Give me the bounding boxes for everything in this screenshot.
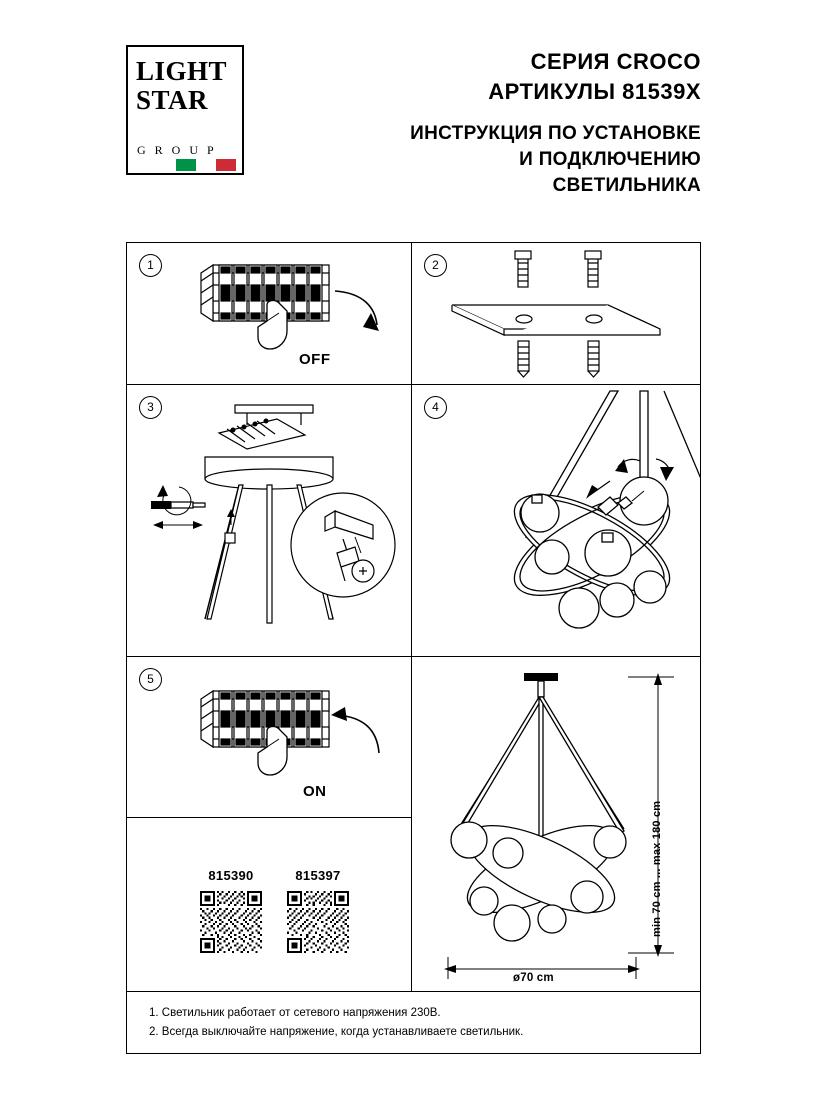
header-titles xyxy=(396,47,701,199)
step-2-illustration xyxy=(412,243,700,385)
step-5-illustration xyxy=(127,657,412,818)
qr-code-image[interactable] xyxy=(287,891,349,953)
qr-item[interactable] xyxy=(287,868,349,953)
step-4-number: 4 xyxy=(424,396,447,419)
step-3-illustration xyxy=(127,385,412,657)
step-1-illustration xyxy=(127,243,412,385)
logo-line-1: LIGHT xyxy=(136,56,228,86)
step-4-illustration xyxy=(412,385,700,657)
note-line-2: 2. Всегда выключайте напряжение, когда устанавливаете светильник. xyxy=(149,1026,524,1038)
logo-line-2: STAR xyxy=(136,85,209,115)
step-1-number: 1 xyxy=(139,254,162,277)
document-header xyxy=(126,45,701,196)
series-title: СЕРИЯ CROCO xyxy=(530,49,701,74)
vertical-dimension-label: min 70 cm ... max 180 cm xyxy=(651,800,663,937)
step-3-number: 3 xyxy=(139,396,162,419)
dimensions-cell xyxy=(412,657,700,992)
step-2-number: 2 xyxy=(424,254,447,277)
italian-flag-icon xyxy=(176,159,236,171)
brand-logo xyxy=(126,45,244,175)
step-4-cell xyxy=(412,385,700,657)
notes-cell xyxy=(127,992,700,1052)
instruction-title-line-2: И ПОДКЛЮЧЕНИЮ СВЕТИЛЬНИКА xyxy=(519,149,701,196)
qr-codes-cell xyxy=(127,818,412,992)
qr-code-image[interactable] xyxy=(200,891,262,953)
step-5-cell xyxy=(127,657,412,818)
step-5-label: ON xyxy=(303,783,327,800)
note-line-1: 1. Светильник работает от сетевого напряжения 230В. xyxy=(149,1007,441,1019)
logo-group-text: G R O U P xyxy=(137,143,217,157)
logo-wordmark xyxy=(136,57,227,115)
step-2-cell xyxy=(412,243,700,385)
instruction-title-line-1: ИНСТРУКЦИЯ ПО УСТАНОВКЕ xyxy=(410,123,701,144)
step-1-label: OFF xyxy=(299,351,331,368)
step-1-cell xyxy=(127,243,412,385)
article-title: АРТИКУЛЫ 81539X xyxy=(488,79,701,104)
instruction-grid xyxy=(126,242,701,1054)
horizontal-dimension-label: ø70 cm xyxy=(509,972,558,984)
qr-code-label: 815390 xyxy=(208,868,254,883)
step-3-cell xyxy=(127,385,412,657)
qr-code-label: 815397 xyxy=(295,868,341,883)
qr-item[interactable] xyxy=(200,868,262,953)
step-5-number: 5 xyxy=(139,668,162,691)
